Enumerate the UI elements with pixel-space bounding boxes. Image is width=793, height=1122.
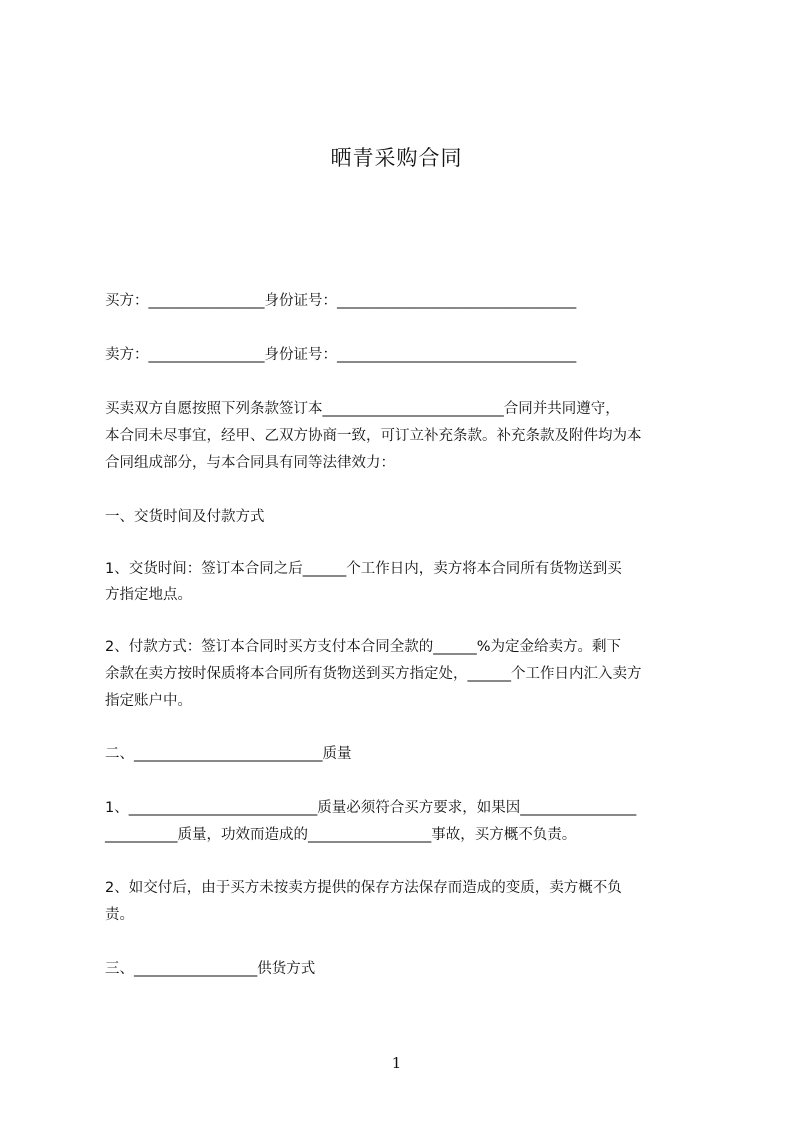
- delivery-time-line-1: 1、交货时间：签订本合同之后______个工作日内，卖方将本合同所有货物送到买: [105, 561, 622, 577]
- quality-item-2-line-2: 责。: [105, 907, 134, 923]
- intro-line-2: 本合同未尽事宜，经甲、乙双方协商一致，可订立补充条款。补充条款及附件均为本: [105, 428, 642, 444]
- section-heading-delivery-payment: 一、交货时间及付款方式: [105, 509, 265, 525]
- buyer-line: 买方：________________身份证号：_________________________________: [105, 293, 577, 309]
- page-number: 1: [391, 1054, 402, 1072]
- delivery-time-line-2: 方指定地点。: [105, 587, 192, 603]
- quality-item-2-line-1: 2、如交付后，由于买方未按卖方提供的保存方法保存而造成的变质，卖方概不负: [105, 880, 622, 896]
- payment-method-line-2: 余款在卖方按时保质将本合同所有货物送到买方指定处，______个工作日内汇入卖方: [105, 666, 642, 682]
- quality-item-1-line-1: 1、__________________________质量必须符合买方要求，如果因________________: [105, 800, 637, 816]
- section-heading-quality: 二、__________________________质量: [105, 746, 352, 762]
- payment-method-line-3: 指定账户中。: [105, 693, 192, 709]
- seller-line: 卖方：________________身份证号：_________________________________: [105, 347, 577, 363]
- intro-line-1: 买卖双方自愿按照下列条款签订本_________________________合同并共同遵守，: [105, 401, 620, 417]
- quality-item-1-line-2: __________质量，功效而造成的_________________事故，买方概不负责。: [105, 827, 577, 843]
- intro-line-3: 合同组成部分，与本合同具有同等法律效力：: [105, 455, 395, 471]
- section-heading-supply-method: 三、_________________供货方式: [105, 961, 316, 977]
- document-title: 晒青采购合同: [330, 146, 463, 170]
- payment-method-line-1: 2、付款方式：签订本合同时买方支付本合同全款的______%为定金给卖方。剩下: [105, 639, 622, 655]
